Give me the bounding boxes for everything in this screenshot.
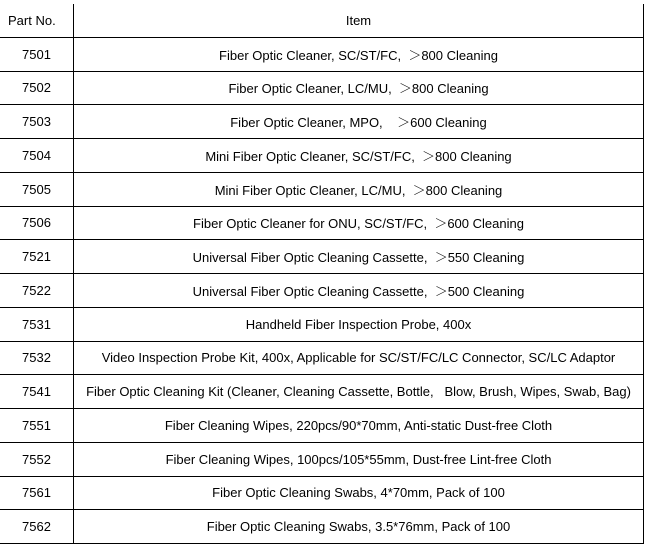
parts-table <box>0 4 644 544</box>
item-cell: Mini Fiber Optic Cleaner, LC/MU, ＞800 Cleaning <box>74 172 644 206</box>
table-row <box>0 71 644 105</box>
table-row <box>0 206 644 240</box>
table-row <box>0 341 644 375</box>
part-no-cell: 7521 <box>0 240 74 274</box>
header-row <box>0 4 644 37</box>
item-cell: Fiber Optic Cleaner for ONU, SC/ST/FC, ＞600 Cleaning <box>74 206 644 240</box>
part-no-cell: 7506 <box>0 206 74 240</box>
table-row <box>0 274 644 308</box>
item-cell: Universal Fiber Optic Cleaning Cassette, ＞500 Cleaning <box>74 274 644 308</box>
item-cell: Fiber Optic Cleaning Swabs, 3.5*76mm, Pack of 100 <box>74 510 644 544</box>
table-row <box>0 105 644 139</box>
part-no-cell: 7552 <box>0 442 74 476</box>
table-row <box>0 37 644 71</box>
table-row <box>0 510 644 544</box>
table-row <box>0 240 644 274</box>
part-no-cell: 7561 <box>0 476 74 510</box>
item-cell: Handheld Fiber Inspection Probe, 400x <box>74 307 644 341</box>
table-body <box>0 37 644 543</box>
part-no-cell: 7504 <box>0 139 74 173</box>
item-cell: Video Inspection Probe Kit, 400x, Applicable for SC/ST/FC/LC Connector, SC/LC Adaptor <box>74 341 644 375</box>
part-no-header: Part No. <box>0 4 74 37</box>
part-no-cell: 7541 <box>0 375 74 409</box>
item-header: Item <box>74 4 644 37</box>
table-row <box>0 442 644 476</box>
part-no-cell: 7505 <box>0 172 74 206</box>
table-row <box>0 409 644 443</box>
item-cell: Fiber Cleaning Wipes, 100pcs/105*55mm, Dust-free Lint-free Cloth <box>74 442 644 476</box>
part-no-cell: 7503 <box>0 105 74 139</box>
item-cell: Fiber Cleaning Wipes, 220pcs/90*70mm, Anti-static Dust-free Cloth <box>74 409 644 443</box>
part-no-cell: 7562 <box>0 510 74 544</box>
table-row <box>0 307 644 341</box>
table-row <box>0 375 644 409</box>
item-cell: Mini Fiber Optic Cleaner, SC/ST/FC, ＞800 Cleaning <box>74 139 644 173</box>
item-cell: Fiber Optic Cleaner, MPO, ＞600 Cleaning <box>74 105 644 139</box>
item-cell: Fiber Optic Cleaner, SC/ST/FC, ＞800 Cleaning <box>74 37 644 71</box>
table-row <box>0 172 644 206</box>
item-cell: Fiber Optic Cleaner, LC/MU, ＞800 Cleaning <box>74 71 644 105</box>
part-no-cell: 7502 <box>0 71 74 105</box>
item-cell: Fiber Optic Cleaning Swabs, 4*70mm, Pack of 100 <box>74 476 644 510</box>
table-row <box>0 139 644 173</box>
part-no-cell: 7531 <box>0 307 74 341</box>
table-row <box>0 476 644 510</box>
part-no-cell: 7551 <box>0 409 74 443</box>
part-no-cell: 7532 <box>0 341 74 375</box>
item-cell: Fiber Optic Cleaning Kit (Cleaner, Cleaning Cassette, Bottle, Blow, Brush, Wipes, Swab, Bag) <box>74 375 644 409</box>
part-no-cell: 7522 <box>0 274 74 308</box>
item-cell: Universal Fiber Optic Cleaning Cassette, ＞550 Cleaning <box>74 240 644 274</box>
part-no-cell: 7501 <box>0 37 74 71</box>
